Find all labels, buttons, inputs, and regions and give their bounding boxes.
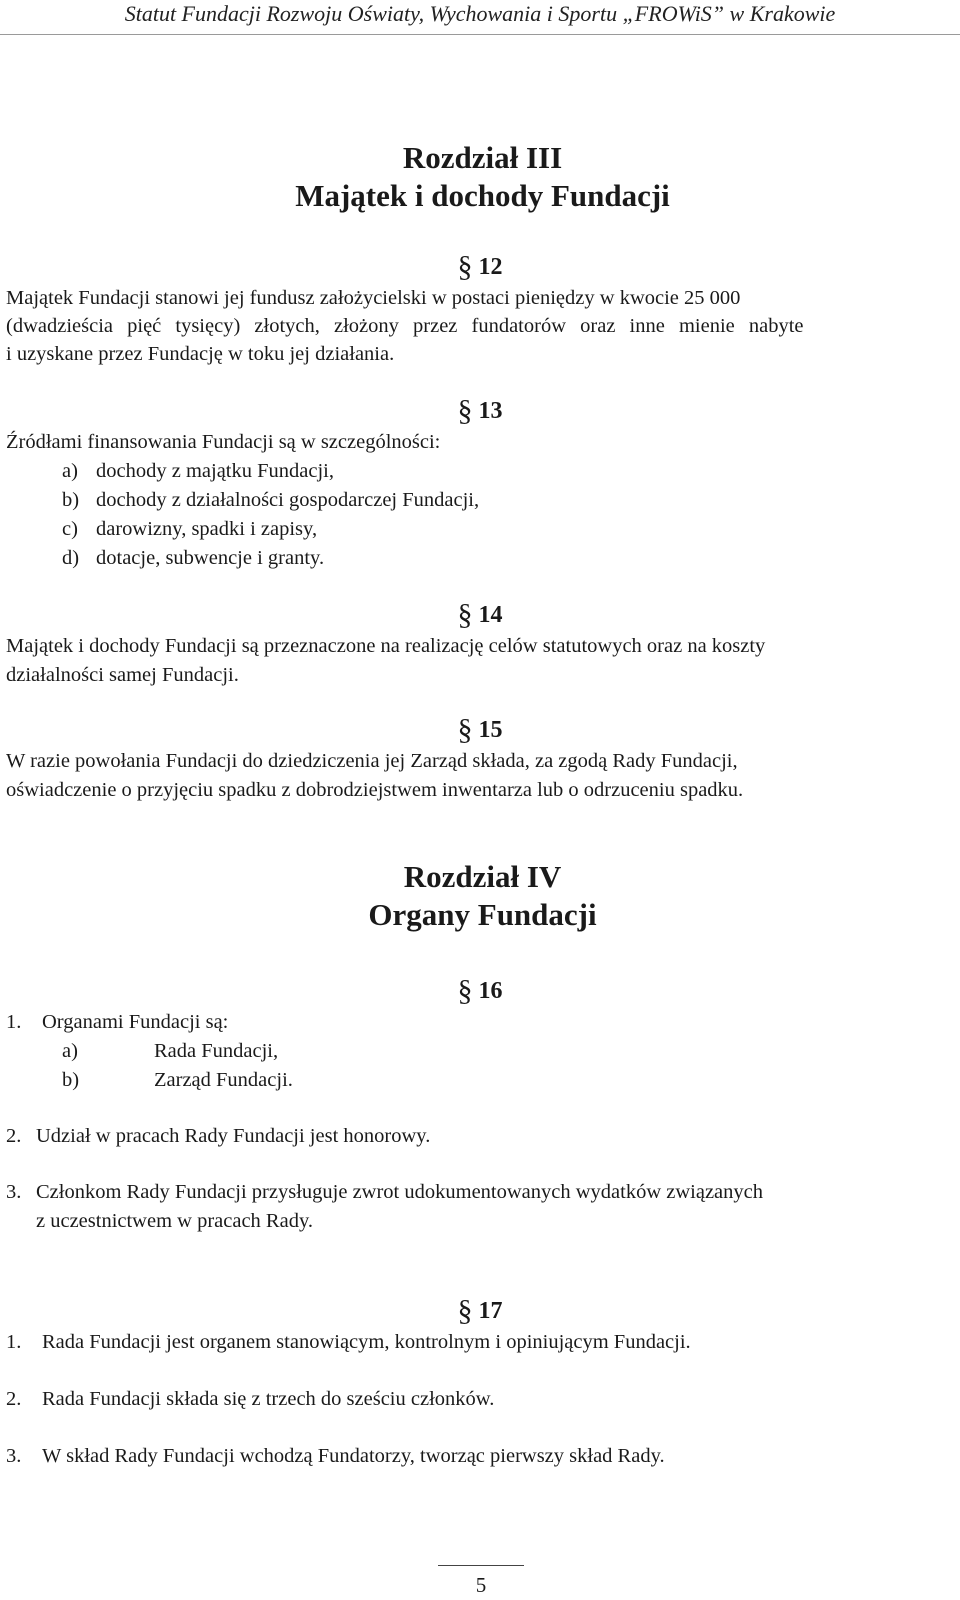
list-item [62,544,324,573]
chapter-title-name: Organy Fundacji [368,897,597,932]
paragraph-text-line: Majątek Fundacji stanowi jej fundusz założycielski w postaci pieniędzy w kwocie 25 000 [6,287,741,309]
chapter-title-number: Rozdział IV [403,859,562,894]
running-header: Statut Fundacji Rozwoju Oświaty, Wychowania i Sportu „FROWiS” w Krakowie [124,1,836,26]
list-item-label: d) [62,547,80,569]
point-text: Udział w pracach Rady Fundacji jest honorowy. [36,1125,431,1147]
list-item-text: Zarząd Fundacji. [154,1069,293,1091]
point-label: 3. [6,1181,22,1203]
list-item-label: b) [62,489,80,511]
point-label: 2. [6,1125,22,1147]
list-item-text: dochody z majątku Fundacji, [96,460,334,482]
chapter-title-name: Majątek i dochody Fundacji [295,178,670,213]
chapter-title-number: Rozdział III [402,140,563,175]
point-text: Organami Fundacji są: [42,1011,229,1033]
list-item-label: a) [62,1040,78,1062]
point-label: 1. [6,1011,22,1033]
section-sign: § [457,250,473,283]
paragraph-text-line: Majątek i dochody Fundacji są przeznaczone na realizację celów statutowych oraz na koszty [6,635,766,657]
section-sign: § [457,713,473,746]
numbered-point [6,1122,430,1151]
paragraph-text-line: działalności samej Fundacji. [6,664,239,686]
paragraph-number: 12 [478,254,503,280]
numbered-point [6,1178,763,1207]
point-text: Rada Fundacji jest organem stanowiącym, kontrolnym i opiniującym Fundacji. [42,1331,691,1353]
numbered-point [6,1008,228,1037]
list-item-text: Rada Fundacji, [154,1040,279,1062]
list-item-text: darowizny, spadki i zapisy, [96,518,318,540]
paragraph-number: 13 [478,398,503,424]
list-item [62,1066,293,1095]
paragraph-text-line: (dwadzieścia pięć tysięcy) złotych, złożony przez fundatorów oraz inne mienie nabyte [6,315,804,337]
paragraph-heading-16 [0,976,960,1006]
paragraph-heading-13 [0,396,960,426]
section-sign: § [457,974,473,1007]
paragraph-text-line: W razie powołania Fundacji do dziedziczenia jej Zarząd składa, za zgodą Rady Fundacji, [6,750,738,772]
paragraph-heading-15 [0,715,960,745]
page-number: 5 [475,1573,487,1597]
point-label: 2. [6,1388,22,1410]
paragraph-heading-17 [0,1296,960,1326]
point-label: 3. [6,1445,22,1467]
numbered-point [6,1442,665,1471]
list-item [62,1037,278,1066]
header-rule [0,34,960,35]
point-text: Rada Fundacji składa się z trzech do sześciu członków. [42,1388,495,1410]
list-item-text: dotacje, subwencje i granty. [96,547,325,569]
numbered-point [6,1328,691,1357]
numbered-point [6,1385,494,1414]
list-item [62,486,479,515]
point-text-continuation: z uczestnictwem w pracach Rady. [36,1210,314,1232]
list-item [62,457,334,486]
list-item-label: c) [62,518,78,540]
list-item-text: dochody z działalności gospodarczej Fundacji, [96,489,480,511]
paragraph-number: 15 [478,717,503,743]
paragraph-intro: Źródłami finansowania Fundacji są w szczególności: [6,431,441,453]
section-sign: § [457,394,473,427]
footer-rule [438,1565,524,1566]
paragraph-number: 17 [478,1298,503,1324]
paragraph-number: 14 [478,602,503,628]
point-label: 1. [6,1331,22,1353]
list-item-label: a) [62,460,78,482]
paragraph-text-line: i uzyskane przez Fundację w toku jej działania. [6,343,395,365]
paragraph-number: 16 [478,978,503,1004]
paragraph-heading-12 [0,252,960,282]
section-sign: § [457,598,473,631]
point-text: W skład Rady Fundacji wchodzą Fundatorzy, tworząc pierwszy skład Rady. [42,1445,665,1467]
paragraph-heading-14 [0,600,960,630]
list-item [62,515,317,544]
list-item-label: b) [62,1069,80,1091]
paragraph-text-line: oświadczenie o przyjęciu spadku z dobrodziejstwem inwentarza lub o odrzuceniu spadku. [6,779,744,801]
section-sign: § [457,1294,473,1327]
point-text: Członkom Rady Fundacji przysługuje zwrot udokumentowanych wydatków związanych [36,1181,764,1203]
